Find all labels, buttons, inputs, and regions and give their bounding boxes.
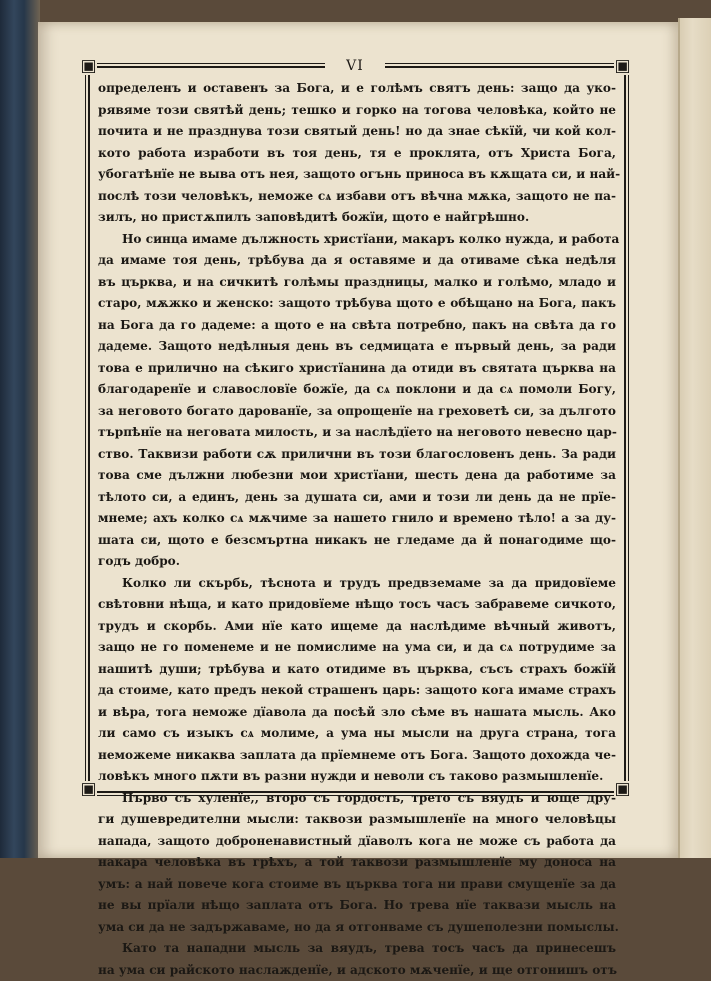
page-number: VI xyxy=(325,57,385,75)
text-line: Колко ли скърбь, тѣснота и трудъ предвземаме за да придовїеме xyxy=(98,573,616,595)
text-line: рявяме този святѣй день; тешко и горко на тогова человѣка, който не xyxy=(98,100,616,122)
text-line: тѣлото си, а единъ, день за душата си, ами и този ли день да не прїе- xyxy=(98,487,616,509)
text-line: това сме дължни любезни мои христїани, шесть дена да работиме за xyxy=(98,465,616,487)
text-line: шата си, щото е безсмъртна никакъ не гледаме да й понагодиме що- xyxy=(98,530,616,552)
paragraph xyxy=(98,229,616,573)
corner-ornament-icon: ▣ xyxy=(80,781,97,798)
page-body-text xyxy=(98,78,616,784)
text-line: благодаренїе и славословїе божїе, да сѧ поклони и да сѧ помоли Богу, xyxy=(98,379,616,401)
text-line: свѣтовни нѣща, и като придовїеме нѣщо тосъ часъ забравеме сичкото, xyxy=(98,594,616,616)
text-line: ума си да не задържаваме, но да я отгонваме съ душеполезни помыслы. xyxy=(98,917,616,939)
text-line: почита и не празднува този святый день! но да знае сѣкїй, чи кой кол- xyxy=(98,121,616,143)
text-line: мнеме; ахъ колко сѧ мѫчиме за нашето гнило и времено тѣло! а за ду- xyxy=(98,508,616,530)
text-line: накара человѣка въ грѣхъ, а той таквози размышленїе му доноса на xyxy=(98,852,616,874)
text-line: напада, защото доброненавистный дїаволъ кога не може съ работа да xyxy=(98,831,616,853)
paragraph xyxy=(98,78,616,229)
text-line: да имаме тоя день, трѣбува да я оставяме и да отиваме сѣка недѣля xyxy=(98,250,616,272)
text-line: на ума си райското наслажденїе, и адското мѫченїе, и ще отгонишъ отъ xyxy=(98,960,616,981)
text-line: Но синца имаме дължность христїани, макаръ колко нужда, и работа xyxy=(98,229,616,251)
text-line: за неговото богато дарованїе, за опрощенїе на греховетѣ си, за дългото xyxy=(98,401,616,423)
text-line: дадеме. Защото недѣлныя день въ седмицата е първый день, за ради xyxy=(98,336,616,358)
text-line: зилъ, но пристѫпилъ заповѣдитѣ божїи, щото е найгрѣшно. xyxy=(98,207,616,229)
text-line: старо, мѫжко и женско: защото трѣбува щото е обѣщано на Бога, пакъ xyxy=(98,293,616,315)
text-line: ли само съ изыкъ сѧ молиме, а ума ны мысли на друга страна, тога xyxy=(98,723,616,745)
text-line: трудъ и скорбь. Ами нїе като ищеме да наслѣдиме вѣчный животъ, xyxy=(98,616,616,638)
text-line: ги душевредителни мысли: таквози размышленїе на много человѣцы xyxy=(98,809,616,831)
text-line: неможеме никаква заплата да прїемнеме отъ Бога. Защото дохожда че- xyxy=(98,745,616,767)
text-line: Първо съ хуленїе,, второ съ гордость, трето съ вяудъ и юще дру- xyxy=(98,788,616,810)
text-line: въ църква, и на сичкитѣ голѣмы праздницы, малко и голѣмо, младо и xyxy=(98,272,616,294)
paragraph xyxy=(98,788,616,939)
text-line: защо не го поменеме и не помислиме на ума си, и да сѧ потрудиме за xyxy=(98,637,616,659)
corner-ornament-icon: ▣ xyxy=(80,58,97,75)
text-line: на Бога да го дадеме: а щото е на свѣта потребно, пакъ на свѣта да го xyxy=(98,315,616,337)
corner-ornament-icon: ▣ xyxy=(614,58,631,75)
text-line: ство. Таквизи работи сѫ прилични въ този благословенъ день. За ради xyxy=(98,444,616,466)
text-line: нашитѣ души; трѣбува и като отидиме въ църква, съсъ страхъ божїй xyxy=(98,659,616,681)
book-binding xyxy=(0,0,40,858)
text-line: това е прилично на сѣкиго христїанина да отиди въ святата църква на xyxy=(98,358,616,380)
text-line: да стоиме, като предъ некой страшенъ царь: защото кога имаме страхъ xyxy=(98,680,616,702)
corner-ornament-icon: ▣ xyxy=(614,781,631,798)
text-line: не вы прїали нѣщо заплата отъ Бога. Но трева нїе таквази мысль на xyxy=(98,895,616,917)
adjacent-page-edge xyxy=(678,18,711,858)
text-line: убогатѣнїе не выва отъ нея, защото огънь приноса въ кѫщата си, и най- xyxy=(98,164,616,186)
text-line: и вѣра, тога неможе дїавола да посѣй зло сѣме въ нашата мысль. Ако xyxy=(98,702,616,724)
text-line: търпѣнїе на неговата милость, и за наслѣдїето на неговото невесно цар- xyxy=(98,422,616,444)
text-line: послѣ този человѣкъ, неможе сѧ избави отъ вѣчна мѫка, защото не па- xyxy=(98,186,616,208)
text-line: кото работа изработи въ тоя день, тя е проклята, отъ Христа Бога, xyxy=(98,143,616,165)
text-line: умъ: а най повече кога стоиме въ църква тога ни прави смущенїе за да xyxy=(98,874,616,896)
paragraph xyxy=(98,573,616,788)
text-line: ловѣкъ много пѫти въ разни нужди и неволи съ таково размышленїе. xyxy=(98,766,616,788)
paragraph xyxy=(98,938,616,981)
text-line: Като та нападни мысль за вяудъ, трева тосъ часъ да принесешъ xyxy=(98,938,616,960)
text-line: определенъ и оставенъ за Бога, и е голѣмъ святъ день: защо да уко- xyxy=(98,78,616,100)
text-line: годъ добро. xyxy=(98,551,616,573)
